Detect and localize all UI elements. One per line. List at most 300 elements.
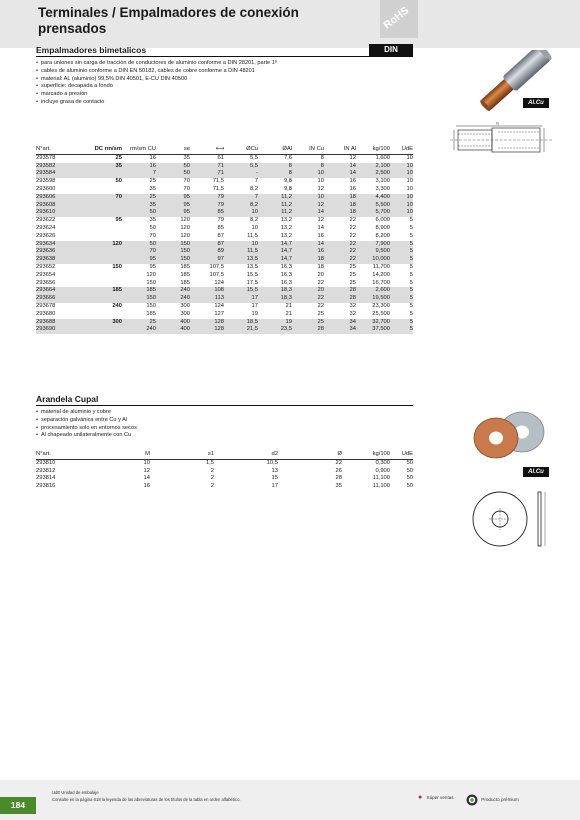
table-cell: 150 [112,263,122,270]
column-header: s1 [150,451,214,459]
table-cell: 11,5 [224,248,258,256]
table-cell: 14 [324,163,356,171]
table-cell: 13,2 [280,217,292,224]
table-cell: 85 [217,224,224,231]
table-cell: 5 [390,248,413,256]
table-cell: 16 [349,185,356,192]
table-cell: 2,500 [356,170,390,178]
table-cell: 8 [320,154,324,161]
table-cell: 5 [390,287,413,295]
table-cell: 8,2 [249,185,258,192]
table-cell: 5 [409,232,413,239]
table-cell: 70 [122,248,156,256]
table-cell: 50 [156,170,190,178]
table-row [36,186,413,194]
table-cell: 16 [292,248,324,256]
table-cell: 20 [317,271,324,278]
table-cell: 293810 [36,459,56,466]
table-cell: 70 [183,185,190,192]
table-cell: 4,400 [356,194,390,202]
column-header: ⟷ [190,146,224,154]
table-cell: 5 [409,217,413,224]
table-cell: 10 [292,194,324,202]
table-row [36,272,413,280]
table-row [36,202,413,210]
table-cell: 11,5 [247,232,258,239]
table-cell: 5 [409,263,413,270]
table-cell: 240 [156,287,190,295]
table-cell [80,225,122,233]
table-cell: 79 [190,202,224,210]
bimetal-connector-table [36,146,413,334]
table-cell: 50 [156,163,190,171]
table-cell: 16,3 [280,271,292,278]
table-cell: 6,000 [375,217,390,224]
cupal-washer-table [36,451,413,491]
premium-legend [466,794,519,806]
table-cell: 293690 [36,326,80,334]
table-cell: 9,500 [356,248,390,256]
table-cell: 9,8 [283,178,292,185]
table-cell: 22 [324,256,356,264]
feature-item: • procesamiento solo en entornos secos [36,425,137,433]
table-row [36,264,413,272]
table-cell: 150 [122,295,156,303]
table-cell: 50 [406,483,413,490]
table-cell: 10 [390,194,413,202]
table-cell: 300 [180,302,190,309]
table-cell: 127 [214,310,224,317]
table-cell: 15 [271,475,278,482]
table-cell: 32 [349,302,356,309]
table-row [36,459,413,467]
super-ventas-icon: ● [418,794,423,801]
premium-label: Producto prémium [481,797,519,803]
table-cell: 85 [190,209,224,217]
table-cell: 22 [324,241,356,249]
table-cell: 150 [146,279,156,286]
premium-icon [466,794,478,806]
table-cell: 2,600 [356,287,390,295]
table-cell: 293598 [36,178,56,185]
table-row [36,287,413,295]
table-cell: 7,900 [356,241,390,249]
table-cell: 293578 [36,154,56,161]
table-cell: 16 [149,154,156,161]
table-cell: 10 [390,163,413,171]
table-cell: 19 [251,310,258,317]
rohs-badge [380,0,418,38]
table-cell: 87 [190,241,224,249]
table-cell: 14,7 [258,241,292,249]
table-cell: 70 [80,194,122,202]
table-cell [80,326,122,334]
washer-technical-drawing [470,486,556,552]
table-cell: 5 [409,271,413,278]
table-cell: 18 [317,263,324,270]
table-cell: 11,100 [372,475,390,482]
table-cell: 23,300 [372,302,390,309]
table-cell: 8 [292,163,324,171]
table-cell: 8,900 [375,224,390,231]
table-cell: 13,5 [224,256,258,264]
table-cell: 12 [143,467,150,474]
table-cell: 7 [122,170,156,178]
table-row [36,326,413,334]
table-cell: 2 [210,475,214,482]
table-cell: 107,5 [209,271,224,278]
table-cell: 293634 [36,241,80,249]
table-cell: 95 [156,202,190,210]
table-cell: 128 [190,319,224,327]
table-cell: 10 [390,202,413,210]
table-cell: 16,3 [280,263,292,270]
footnote-legend: Consulte en la página 618 la leyenda de las abreviaturas de los títulos de la tabla en orden alfabético. [52,797,241,802]
table-cell: 28 [292,326,324,334]
table-cell: 13,5 [246,263,258,270]
table-cell: 5 [409,224,413,231]
table-cell: 21 [285,310,292,317]
table-cell: 50 [115,178,122,185]
table-cell: 16,700 [372,279,390,286]
table-cell: 0,300 [375,459,390,466]
table-row [36,248,413,256]
table-cell: 35 [149,185,156,192]
table-cell: 400 [156,319,190,327]
table-cell: 35 [335,483,342,490]
column-header: Ø [278,451,342,459]
table-cell: 8 [258,163,292,171]
table-cell: 10 [317,178,324,185]
table-cell: 10 [292,170,324,178]
table-cell: 5,5 [249,154,258,161]
table-cell: 293582 [36,163,80,171]
table-cell: 3,100 [375,178,390,185]
table-cell: 8 [258,170,292,178]
table-cell: 8,2 [249,217,258,224]
table-cell: 293622 [36,217,56,224]
table-cell: 5,700 [356,209,390,217]
feature-item: • marcado a presión [36,91,277,99]
table-cell: 293816 [36,483,56,490]
table-row [36,170,413,178]
table-cell: 5 [390,241,413,249]
table-cell: 300 [80,319,122,327]
column-header: UdE [390,146,413,154]
alcu-badge: Al.Cu [523,467,549,477]
column-header: ØCu [224,146,258,154]
table-cell: 293812 [36,467,56,474]
table-cell: 185 [80,287,122,295]
table-cell: 15,5 [246,271,258,278]
table-cell: 7 [224,194,258,202]
column-header: IN Cu [292,146,324,154]
table-cell [80,202,122,210]
table-cell: 124 [214,279,224,286]
table-cell: 17 [251,302,258,309]
table-cell: 22 [349,217,356,224]
table-cell: 293654 [36,271,56,278]
table-row [36,295,413,303]
table-cell: 293624 [36,224,56,231]
table-cell: 150 [146,302,156,309]
column-header: M [80,451,150,459]
table-cell: - [224,170,258,178]
table-cell: 18 [324,194,356,202]
table-cell: 3,300 [375,185,390,192]
table-cell: 185 [180,263,190,270]
table-cell: 10 [224,209,258,217]
table-cell: 89 [190,248,224,256]
feature-item: • cables de aluminio conforme a DIN EN 50182, cables de cobre conforme a DIN 48201 [36,68,277,76]
cupal-washer-photo [466,408,558,462]
table-row [36,241,413,249]
table-cell: 28 [335,475,342,482]
table-cell: 5 [390,295,413,303]
feature-item: • superficie: decapada a fondo [36,83,277,91]
table-cell: 22 [292,295,324,303]
table-cell: 185 [180,279,190,286]
table-cell: 14,200 [372,271,390,278]
table-cell: 185 [180,271,190,278]
table-cell: 14 [292,209,324,217]
svg-text:l1: l1 [496,120,500,126]
table-cell: 5 [409,310,413,317]
table-cell: 120 [180,224,190,231]
table-cell: 16 [349,178,356,185]
footnote-ude: UdE Unidad de embalaje [52,790,99,795]
table-cell: 124 [214,302,224,309]
table-cell: 293652 [36,263,56,270]
table-cell [80,209,122,217]
table-cell: 120 [180,232,190,239]
table-row [36,154,413,162]
table-cell: 95 [156,194,190,202]
table-cell: 293626 [36,232,56,239]
table-cell: 107,5 [209,263,224,270]
column-header: N°art. [36,451,80,459]
table-cell: 22 [324,248,356,256]
table-cell: 25 [292,319,324,327]
table-cell: 50 [149,224,156,231]
table-cell: 17,5 [246,279,258,286]
table-cell: 23,5 [258,326,292,334]
table-cell: 150 [156,256,190,264]
table-cell: 21 [285,302,292,309]
table-cell: 35 [122,202,156,210]
table-cell: 95 [156,209,190,217]
section-header-washer [36,393,413,406]
table-cell: 293584 [36,170,80,178]
table-cell: 14 [292,241,324,249]
table-cell: 18,3 [258,287,292,295]
table-cell: 14 [317,224,324,231]
table-row [36,217,413,225]
table-cell: 11,700 [372,263,390,270]
page-header [0,0,580,48]
table-cell: 71,5 [212,185,224,192]
table-cell: 2 [210,483,214,490]
table-cell: 7,6 [283,154,292,161]
table-cell [80,248,122,256]
table-cell: 71 [190,163,224,171]
table-cell: 240 [122,326,156,334]
table-cell: 13,2 [280,232,292,239]
table-cell: 20 [292,287,324,295]
table-row [36,209,413,217]
table-cell: 12 [292,202,324,210]
table-cell: 50 [122,241,156,249]
table-cell: 150 [156,241,190,249]
table-cell: 120 [80,241,122,249]
table-cell: 11,2 [258,194,292,202]
table-cell: 293656 [36,279,56,286]
table-cell: 293664 [36,287,80,295]
table-cell: 14 [324,170,356,178]
table-row [36,194,413,202]
table-cell: 37,500 [356,326,390,334]
table-cell: 9,8 [283,185,292,192]
column-header: DC rm/sm [80,146,122,154]
table-cell: 10 [224,241,258,249]
table-cell: 25 [349,271,356,278]
alcu-badge: Al.Cu [523,98,549,108]
table-cell: 95 [115,217,122,224]
table-cell: 7 [254,178,258,185]
table-cell: 293814 [36,475,56,482]
table-cell [80,272,122,280]
table-cell: 5 [409,279,413,286]
column-header: se [156,146,190,154]
table-row [36,178,413,186]
table-row [36,303,413,311]
table-cell: 18,3 [258,295,292,303]
table-cell: 28 [324,287,356,295]
table-row [36,475,413,483]
table-cell: 293608 [36,202,80,210]
feature-list-bimetal [36,60,277,107]
table-cell [80,256,122,264]
table-cell: 120 [146,271,156,278]
table-cell: 18,5 [224,319,258,327]
table-cell: 25,500 [372,310,390,317]
table-cell: 293610 [36,209,80,217]
table-cell: 34 [324,326,356,334]
table-cell: 17 [271,483,278,490]
table-cell: 79 [217,217,224,224]
table-cell: 293636 [36,248,80,256]
table-cell: 10,5 [266,459,278,466]
table-row [36,483,413,491]
table-cell: 293688 [36,319,80,327]
table-cell: 300 [180,310,190,317]
table-cell: 185 [146,310,156,317]
table-cell: 293638 [36,256,80,264]
table-cell: 128 [190,326,224,334]
table-row [36,280,413,288]
column-header: IN Al [324,146,356,154]
table-cell: 150 [156,248,190,256]
table-cell: 16 [122,163,156,171]
column-header: kg/100 [342,451,390,459]
table-cell: 5,500 [356,202,390,210]
table-cell: 293678 [36,302,56,309]
table-cell: 97 [190,256,224,264]
table-cell: 22 [349,232,356,239]
table-cell: 10 [390,170,413,178]
super-ventas-legend [418,794,454,802]
table-cell: 71 [190,170,224,178]
feature-item: • Al chapeado unilateralmente con Cu [36,432,137,440]
table-cell: 25 [122,194,156,202]
table-cell: 14 [143,475,150,482]
table-cell: 25 [115,154,122,161]
feature-list-washer [36,409,137,440]
table-cell: 32 [349,310,356,317]
table-cell: 15,5 [224,287,258,295]
table-cell: 13,2 [280,224,292,231]
column-header: kg/100 [356,146,390,154]
column-header: N°art. [36,146,80,154]
table-cell: 5 [390,256,413,264]
page-title: Terminales / Empalmadores de conexión prensados [38,5,299,36]
section-title: Empalmadores bimetalicos [36,45,147,55]
table-cell: 50 [406,475,413,482]
table-cell: 12 [349,154,356,161]
table-cell: 21,5 [224,326,258,334]
table-cell: 25 [349,279,356,286]
table-cell [80,311,122,319]
table-cell: 95 [149,263,156,270]
table-cell: 25 [149,178,156,185]
table-row [36,233,413,241]
table-cell: 16,3 [280,279,292,286]
table-cell: 10 [390,209,413,217]
table-cell: 185 [122,287,156,295]
page-number: 184 [0,797,36,814]
din-tag: DIN [369,44,413,56]
table-row [36,256,413,264]
table-cell: 22 [317,279,324,286]
table-cell: 293606 [36,194,80,202]
table-cell: 35 [80,163,122,171]
table-cell: 13 [271,467,278,474]
table-cell: 70 [149,232,156,239]
table-cell: 240 [156,295,190,303]
column-header: rm/sm CU [122,146,156,154]
table-cell: 16 [143,483,150,490]
table-cell: 16 [317,232,324,239]
table-cell: 400 [156,326,190,334]
table-cell: 10,000 [356,256,390,264]
table-cell: 5,5 [224,163,258,171]
super-ventas-label: Súper ventas [426,795,454,800]
table-cell: 10 [406,185,413,192]
feature-item: • separación galvánica entre Cu y Al [36,417,137,425]
table-cell: 120 [180,217,190,224]
table-cell: 12 [317,217,324,224]
table-cell: 18 [324,202,356,210]
table-row [36,225,413,233]
table-cell: 11,2 [258,202,292,210]
section-title: Arandela Cupal [36,394,99,404]
feature-item: • para uniones sin carga de tracción de conductores de aluminio conforme a DIN 28201, parte 1ª [36,60,277,68]
table-cell: 11,100 [372,483,390,490]
table-cell: 18 [324,209,356,217]
column-header: d2 [214,451,278,459]
table-cell: 71,5 [212,178,224,185]
table-cell: 25 [122,319,156,327]
